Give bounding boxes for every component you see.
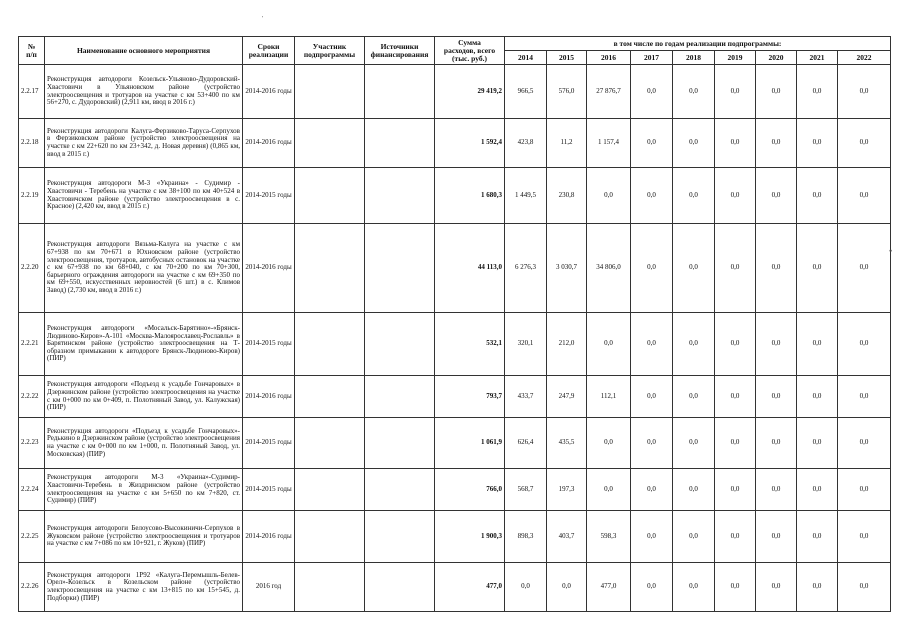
implementation-term: 2016 год [243,563,295,612]
funding-source-cell [365,563,435,612]
year-value: 0,0 [631,376,673,418]
row-number: 2.2.26 [19,563,45,612]
year-value: 0,0 [631,469,673,511]
year-value: 0,0 [756,65,797,119]
col-header-name: Наименование основного мероприятия [45,37,243,65]
year-value: 247,9 [547,376,587,418]
row-number: 2.2.20 [19,224,45,313]
participant-cell [295,376,365,418]
table-row [19,376,891,418]
funding-source-cell [365,224,435,313]
year-value: 568,7 [505,469,547,511]
year-header: 2021 [797,51,838,65]
year-value: 0,0 [631,511,673,563]
measure-description: Реконструкция автодороги «Подъезд к усадьбе Гончаровых» в Дзержинском районе (устройство электроосвещения на участке с км 0+000 по км 0+409, п. Полотняный Завод, ул. Калужская) (ПИР) [45,376,243,418]
year-value: 0,0 [838,313,891,376]
margin-tick: ' [262,16,264,22]
funding-source-cell [365,119,435,168]
year-value: 0,0 [797,313,838,376]
row-number: 2.2.21 [19,313,45,376]
year-value: 0,0 [838,119,891,168]
year-header: 2019 [715,51,756,65]
row-number: 2.2.25 [19,511,45,563]
year-value: 11,2 [547,119,587,168]
total-sum: 793,7 [435,376,505,418]
row-number: 2.2.18 [19,119,45,168]
participant-cell [295,469,365,511]
year-value: 0,0 [673,376,715,418]
year-value: 212,0 [547,313,587,376]
participant-cell [295,511,365,563]
table-row [19,418,891,469]
participant-cell [295,313,365,376]
total-sum: 44 113,0 [435,224,505,313]
year-value: 0,0 [838,418,891,469]
year-value: 0,0 [756,418,797,469]
year-value: 576,0 [547,65,587,119]
year-value: 27 876,7 [587,65,631,119]
year-value: 0,0 [673,313,715,376]
year-value: 0,0 [838,563,891,612]
year-value: 0,0 [756,563,797,612]
year-value: 0,0 [838,511,891,563]
table-row [19,511,891,563]
year-value: 0,0 [756,511,797,563]
implementation-term: 2014-2016 годы [243,376,295,418]
measure-description: Реконструкция автодороги Козельск-Ульяново-Дудоровский-Хвастовичи в Ульяновском районе (устройство электроосвещения и тротуаров на участке с км 53+400 по км 56+270, с. Дудоровский) (2,911 км, ввод в 2016 г.) [45,65,243,119]
table-row [19,224,891,313]
year-value: 3 030,7 [547,224,587,313]
year-value: 0,0 [673,224,715,313]
total-sum: 1 061,9 [435,418,505,469]
year-header: 2020 [756,51,797,65]
year-header: 2016 [587,51,631,65]
year-value: 0,0 [797,418,838,469]
year-value: 423,8 [505,119,547,168]
year-value: 0,0 [838,224,891,313]
year-value: 6 276,3 [505,224,547,313]
row-number: 2.2.23 [19,418,45,469]
implementation-term: 2014-2016 годы [243,119,295,168]
year-value: 0,0 [547,563,587,612]
year-value: 34 806,0 [587,224,631,313]
implementation-term: 2014-2015 годы [243,418,295,469]
year-value: 0,0 [673,168,715,224]
year-value: 0,0 [631,563,673,612]
year-header: 2014 [505,51,547,65]
implementation-term: 2014-2016 годы [243,65,295,119]
year-value: 0,0 [715,168,756,224]
year-value: 0,0 [756,469,797,511]
year-value: 0,0 [631,119,673,168]
col-header-sum: Сумма расходов, всего (тыс. руб.) [435,37,505,65]
year-value: 598,3 [587,511,631,563]
participant-cell [295,563,365,612]
implementation-term: 2014-2016 годы [243,511,295,563]
year-value: 0,0 [673,563,715,612]
funding-source-cell [365,469,435,511]
year-value: 0,0 [838,65,891,119]
year-value: 0,0 [673,119,715,168]
implementation-term: 2014-2016 годы [243,224,295,313]
participant-cell [295,418,365,469]
measure-description: Реконструкция автодороги М-3 «Украина»-Судимир-Хвастовичи-Теребень в Жиздринском районе (устройство электроосвещения на участке с км 5+650 по км 7+820, ст. Судимир) (ПИР) [45,469,243,511]
year-value: 0,0 [797,65,838,119]
year-value: 320,1 [505,313,547,376]
implementation-term: 2014-2015 годы [243,469,295,511]
year-value: 0,0 [587,313,631,376]
measure-description: Реконструкция автодороги «Мосальск-Барятино»-«Брянск-Людиново-Киров»-А-101 «Москва-Малоярославец-Рославль» в Барятинском районе (устройство электроосвещения на Т-образном примыкании к автодороге Брянск-Людиново-Киров) (ПИР) [45,313,243,376]
year-value: 0,0 [838,168,891,224]
implementation-term: 2014-2015 годы [243,313,295,376]
year-value: 0,0 [715,65,756,119]
year-header: 2015 [547,51,587,65]
measure-description: Реконструкция автодороги Белоусово-Высокиничи-Серпухов в Жуковском районе (устройство электроосвещения и тротуаров на участке с км 7+086 по км 10+921, г. Жуков) (ПИР) [45,511,243,563]
year-value: 230,8 [547,168,587,224]
year-value: 0,0 [587,418,631,469]
year-header: 2018 [673,51,715,65]
total-sum: 29 419,2 [435,65,505,119]
funding-source-cell [365,65,435,119]
year-value: 0,0 [797,224,838,313]
measure-description: Реконструкция автодороги М-3 «Украина» - Судимир - Хвастовичи - Теребень на участке с км 38+100 по км 40+524 в Хвастовичском районе (устройство электроосвещения в с. Красное) (2,420 км, ввод в 2015 г.) [45,168,243,224]
table-row [19,168,891,224]
year-value: 0,0 [797,563,838,612]
year-value: 0,0 [756,119,797,168]
total-sum: 532,1 [435,313,505,376]
margin-dot: • [889,246,893,256]
funding-source-cell [365,313,435,376]
year-value: 966,5 [505,65,547,119]
measure-description: Реконструкция автодороги Вязьма-Калуга на участке с км 67+938 по км 70+671 в Юхновском районе (устройство электроосвещения, тротуаров, автобусных остановок на участке с км 67+938 по км 68+040, с км 70+200 по км 70+300, барьерного ограждения автодороги на участке с км 69+350 по км 69+550, искусственных неровностей (6 шт.) в с. Климов Завод) (2,730 км, ввод в 2016 г.) [45,224,243,313]
year-value: 0,0 [797,469,838,511]
col-header-term: Сроки реализации [243,37,295,65]
year-value: 0,0 [715,119,756,168]
total-sum: 766,0 [435,469,505,511]
year-value: 0,0 [715,511,756,563]
total-sum: 1 900,3 [435,511,505,563]
year-value: 0,0 [673,469,715,511]
measure-description: Реконструкция автодороги 1Р92 «Калуга-Перемышль-Белев-Орел»-Козельск в Козельском районе (устройство электроосвещения на участке с км 13+815 по км 15+545, д. Подборки) (ПИР) [45,563,243,612]
participant-cell [295,224,365,313]
table-row [19,563,891,612]
year-value: 0,0 [673,65,715,119]
year-value: 0,0 [673,511,715,563]
year-value: 0,0 [797,168,838,224]
year-value: 0,0 [631,418,673,469]
year-value: 0,0 [715,313,756,376]
year-value: 0,0 [631,168,673,224]
year-value: 0,0 [797,376,838,418]
implementation-term: 2014-2015 годы [243,168,295,224]
row-number: 2.2.24 [19,469,45,511]
year-value: 0,0 [715,563,756,612]
year-value: 477,0 [587,563,631,612]
total-sum: 1 592,4 [435,119,505,168]
year-value: 0,0 [631,313,673,376]
year-value: 898,3 [505,511,547,563]
col-header-num: № п/п [19,37,45,65]
measure-description: Реконструкция автодороги «Подъезд к усадьбе Гончаровых»-Редькино в Дзержинском районе (устройство электроосвещения на участке с км 0+000 по км 1+000, п. Полотняный Завод, ул. Московская) (ПИР) [45,418,243,469]
participant-cell [295,65,365,119]
year-value: 435,5 [547,418,587,469]
year-value: 1 157,4 [587,119,631,168]
year-value: 433,7 [505,376,547,418]
year-value: 0,0 [715,376,756,418]
year-value: 0,0 [631,224,673,313]
year-value: 0,0 [587,168,631,224]
year-header: 2022 [838,51,891,65]
table-row [19,119,891,168]
col-header-by-years: в том числе по годам реализации подпрограммы: [505,37,891,51]
year-header: 2017 [631,51,673,65]
year-value: 0,0 [756,168,797,224]
total-sum: 1 680,3 [435,168,505,224]
year-value: 0,0 [715,418,756,469]
year-value: 626,4 [505,418,547,469]
year-value: 0,0 [756,313,797,376]
total-sum: 477,0 [435,563,505,612]
year-value: 403,7 [547,511,587,563]
year-value: 0,0 [838,376,891,418]
year-value: 0,0 [631,65,673,119]
year-value: 112,1 [587,376,631,418]
year-value: 0,0 [797,511,838,563]
table-row [19,65,891,119]
funding-source-cell [365,511,435,563]
table-row [19,469,891,511]
row-number: 2.2.22 [19,376,45,418]
col-header-source: Источники финансирования [365,37,435,65]
col-header-participant: Участник подпрограммы [295,37,365,65]
funding-source-cell [365,376,435,418]
year-value: 0,0 [756,376,797,418]
measure-description: Реконструкция автодороги Калуга-Ферзиково-Таруса-Серпухов в Ферзиковском районе (устройство электроосвещения на участке с км 22+620 по км 23+342, д. Новая деревня) (0,865 км, ввод в 2015 г.) [45,119,243,168]
funding-source-cell [365,418,435,469]
participant-cell [295,168,365,224]
row-number: 2.2.17 [19,65,45,119]
year-value: 197,3 [547,469,587,511]
year-value: 0,0 [587,469,631,511]
year-value: 0,0 [756,224,797,313]
year-value: 0,0 [715,469,756,511]
table-row [19,313,891,376]
year-value: 0,0 [715,224,756,313]
funding-source-cell [365,168,435,224]
year-value: 0,0 [838,469,891,511]
year-value: 0,0 [797,119,838,168]
subprogram-table [18,36,891,612]
year-value: 0,0 [505,563,547,612]
row-number: 2.2.19 [19,168,45,224]
year-value: 0,0 [673,418,715,469]
participant-cell [295,119,365,168]
year-value: 1 449,5 [505,168,547,224]
